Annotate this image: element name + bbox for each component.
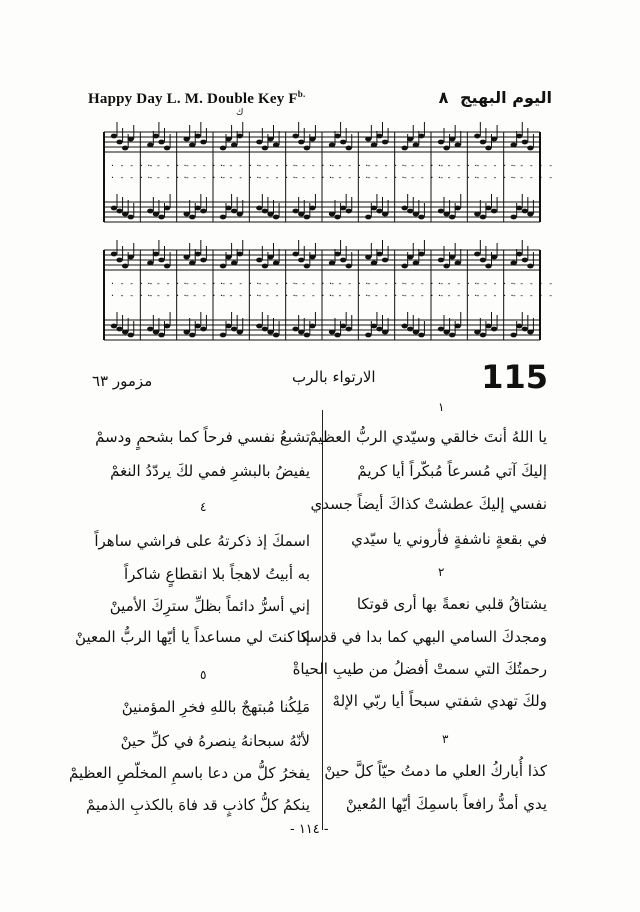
- note-head: [262, 146, 268, 151]
- note-head: [164, 324, 170, 329]
- note-head: [522, 327, 528, 332]
- note-head: [147, 261, 153, 266]
- note-head: [443, 212, 449, 217]
- solfege-marks: · - - · -: [291, 161, 336, 170]
- solfege-marks: · - - · -: [509, 291, 554, 300]
- english-title-text: Happy Day L. M. Double Key F: [88, 91, 298, 107]
- arabic-title-text: اليوم البهيج: [460, 88, 552, 107]
- note-head: [443, 146, 449, 151]
- note-head: [183, 212, 189, 217]
- note-head: [128, 215, 134, 220]
- note-head: [516, 134, 522, 139]
- note-head: [189, 215, 195, 220]
- note-head: [195, 324, 201, 329]
- note-head: [189, 261, 195, 266]
- verse-line: يدي أمدُّ رافعاً باسمِكَ أيّها المُعينْ: [345, 795, 547, 813]
- note-head: [158, 215, 164, 220]
- note-head: [273, 333, 279, 338]
- stanza-number-4: ٤: [200, 500, 207, 514]
- solfege-marks: · - - · -: [146, 173, 190, 182]
- solfege-marks: · - - · -: [255, 291, 299, 300]
- note-head: [122, 330, 128, 335]
- hymn-number: 115: [481, 358, 548, 396]
- note-head: [382, 140, 388, 145]
- verse-line: إليكَ آتي مُسرعاً مُبكّراً أيا كريمْ: [357, 462, 547, 480]
- note-head: [298, 330, 304, 335]
- note-head: [256, 140, 262, 145]
- solfege-marks: · - - · -: [219, 291, 263, 300]
- note-head: [371, 206, 377, 211]
- note-head: [480, 215, 486, 220]
- note-head: [153, 330, 159, 335]
- solfege-marks: · - - · -: [146, 279, 190, 288]
- note-head: [365, 137, 371, 142]
- note-head: [225, 206, 231, 211]
- note-head: [111, 134, 117, 139]
- note-head: [195, 252, 201, 257]
- note-head: [401, 206, 407, 211]
- note-head: [438, 327, 444, 332]
- verse-line: إني أسرُّ دائماً بظلِّ سترِكَ الأمينْ: [109, 597, 310, 615]
- solfege-marks: · - - · -: [291, 291, 336, 300]
- note-head: [485, 324, 491, 329]
- note-head: [164, 206, 170, 211]
- note-head: [438, 258, 444, 263]
- note-head: [262, 209, 268, 214]
- note-head: [273, 215, 279, 220]
- note-head: [480, 333, 486, 338]
- note-head: [298, 212, 304, 217]
- note-head: [371, 143, 377, 148]
- solfege-marks: · - - · -: [182, 291, 227, 300]
- verse-line: ومجدكَ السامي البهي كما بدا في قدسكا: [296, 628, 547, 646]
- note-head: [491, 327, 497, 332]
- solfege-marks: · - - · -: [146, 291, 190, 300]
- note-head: [365, 255, 371, 260]
- note-head: [522, 209, 528, 214]
- solfege-marks: · - - · -: [328, 279, 372, 288]
- verse-line: ينكمُ كلُّ كاذبٍ قد فاهَ بالكذبِ الذميمْ: [86, 796, 310, 814]
- note-head: [510, 143, 516, 148]
- verse-line: نفسي إليكَ عطشتْ كذاكَ أيضاً جسدي: [310, 495, 547, 513]
- note-head: [122, 212, 128, 217]
- note-head: [122, 146, 128, 151]
- note-head: [262, 264, 268, 269]
- note-head: [449, 215, 455, 220]
- note-head: [443, 264, 449, 269]
- solfege-marks: · - - · -: [110, 279, 154, 288]
- note-head: [340, 324, 346, 329]
- verse-line: كذا أُباركُ العلي ما دمتُ حيّاً كلَّ حينْ: [324, 762, 547, 780]
- note-head: [189, 143, 195, 148]
- solfege-marks: · - - · -: [364, 291, 408, 300]
- note-head: [147, 327, 153, 332]
- note-head: [334, 252, 340, 257]
- english-title: [88, 89, 305, 108]
- note-head: [491, 255, 497, 260]
- note-head: [334, 333, 340, 338]
- note-head: [200, 258, 206, 263]
- note-head: [189, 333, 195, 338]
- note-head: [128, 137, 134, 142]
- note-head: [438, 209, 444, 214]
- note-head: [474, 330, 480, 335]
- solfege-marks: · - - · -: [255, 279, 299, 288]
- note-head: [510, 215, 516, 220]
- note-head: [376, 327, 382, 332]
- solfege-marks: · - - · -: [146, 161, 190, 170]
- note-head: [522, 140, 528, 145]
- english-title-sup: b.: [297, 89, 306, 99]
- note-head: [480, 258, 486, 263]
- note-head: [346, 327, 352, 332]
- page-number: - ١١٤ -: [290, 822, 329, 837]
- note-head: [195, 134, 201, 139]
- solfege-marks: · - - · -: [509, 161, 554, 170]
- solfege-marks: · - - · -: [328, 161, 372, 170]
- small-mark: ك: [236, 108, 244, 118]
- note-head: [220, 146, 226, 151]
- staff-system-1: [104, 122, 553, 340]
- note-head: [231, 209, 237, 214]
- note-head: [158, 333, 164, 338]
- note-head: [376, 252, 382, 257]
- note-head: [329, 212, 335, 217]
- note-head: [346, 209, 352, 214]
- note-head: [158, 258, 164, 263]
- note-head: [413, 261, 419, 266]
- note-head: [292, 327, 298, 332]
- note-head: [200, 140, 206, 145]
- note-head: [116, 209, 122, 214]
- note-head: [413, 143, 419, 148]
- note-head: [256, 324, 262, 329]
- solfege-marks: · - - · -: [473, 291, 517, 300]
- note-head: [304, 146, 310, 151]
- note-head: [237, 212, 243, 217]
- note-head: [516, 206, 522, 211]
- note-head: [309, 137, 315, 142]
- note-head: [200, 209, 206, 214]
- note-head: [382, 212, 388, 217]
- psalm-reference: مزمور ٦٣: [92, 372, 153, 390]
- note-head: [491, 137, 497, 142]
- note-head: [237, 134, 243, 139]
- verse-line: ولكَ تهدي شفتي سبحاً أيا ربّي الإلهْ: [332, 692, 547, 710]
- note-head: [449, 255, 455, 260]
- note-head: [449, 333, 455, 338]
- note-head: [474, 252, 480, 257]
- stanza-number-5: ٥: [200, 668, 207, 682]
- note-head: [267, 330, 273, 335]
- note-head: [455, 206, 461, 211]
- note-head: [309, 206, 315, 211]
- solfege-marks: · - - · -: [473, 173, 517, 182]
- note-head: [527, 212, 533, 217]
- note-head: [298, 258, 304, 263]
- arabic-title: [439, 88, 552, 107]
- note-head: [116, 258, 122, 263]
- hymn-title: الارتواء بالرب: [292, 368, 376, 386]
- note-head: [298, 140, 304, 145]
- solfege-marks: · - - · -: [110, 173, 154, 182]
- note-head: [340, 206, 346, 211]
- note-head: [340, 140, 346, 145]
- note-head: [158, 140, 164, 145]
- note-head: [153, 134, 159, 139]
- note-head: [516, 252, 522, 257]
- solfege-marks: · - - · -: [473, 161, 517, 170]
- verse-line: إذ كنتَ لي مساعداً يا أيّها الربُّ المعينْ: [75, 628, 310, 646]
- note-head: [128, 333, 134, 338]
- verse-line: رحمتُكَ التي سمتْ أفضلُ من طيبِ الحياةْ: [292, 660, 547, 678]
- note-head: [256, 206, 262, 211]
- note-head: [111, 252, 117, 257]
- note-head: [225, 255, 231, 260]
- solfege-marks: · - - · -: [437, 291, 481, 300]
- solfege-marks: · - - · -: [400, 291, 445, 300]
- note-head: [267, 255, 273, 260]
- note-head: [116, 140, 122, 145]
- note-head: [418, 252, 424, 257]
- column-divider: [322, 410, 323, 830]
- note-head: [407, 209, 413, 214]
- note-head: [225, 137, 231, 142]
- note-head: [485, 206, 491, 211]
- note-head: [195, 206, 201, 211]
- note-head: [365, 333, 371, 338]
- note-head: [407, 255, 413, 260]
- solfege-marks: · - - · -: [110, 161, 154, 170]
- note-head: [371, 261, 377, 266]
- note-head: [340, 258, 346, 263]
- note-head: [334, 215, 340, 220]
- note-head: [164, 264, 170, 269]
- verse-line: يا اللهُ أنتَ خالقي وسيّدي الربُّ العظيمْ: [308, 428, 547, 446]
- note-head: [267, 137, 273, 142]
- note-head: [147, 143, 153, 148]
- note-head: [443, 330, 449, 335]
- note-head: [309, 255, 315, 260]
- note-head: [220, 333, 226, 338]
- note-head: [292, 252, 298, 257]
- note-head: [455, 143, 461, 148]
- note-head: [485, 264, 491, 269]
- solfege-marks: · - - · -: [437, 161, 481, 170]
- note-head: [346, 264, 352, 269]
- solfege-marks: · - - · -: [437, 173, 481, 182]
- solfege-marks: · - - · -: [291, 173, 336, 182]
- note-head: [225, 324, 231, 329]
- solfege-marks: · - - · -: [291, 279, 336, 288]
- note-head: [516, 324, 522, 329]
- verse-line: به أبيتُ لاهجاً بلا انقطاعٍ شاكراً: [124, 565, 310, 583]
- note-head: [376, 209, 382, 214]
- solfege-marks: · - - · -: [182, 173, 227, 182]
- note-head: [382, 330, 388, 335]
- verse-line: يفيضُ بالبشرِ فمي لكَ يردّدُ النغمْ: [110, 462, 310, 480]
- note-head: [237, 252, 243, 257]
- note-head: [231, 143, 237, 148]
- solfege-marks: · - - · -: [328, 291, 372, 300]
- note-head: [510, 261, 516, 266]
- note-head: [382, 258, 388, 263]
- verse-line: لأنّهُ سبحانهُ ينصرهُ في كلِّ حينْ: [120, 732, 310, 750]
- stanza-number-3: ٣: [442, 732, 449, 746]
- note-head: [111, 206, 117, 211]
- note-head: [527, 264, 533, 269]
- solfege-marks: · - - · -: [509, 173, 554, 182]
- solfege-marks: · - - · -: [255, 161, 299, 170]
- note-head: [329, 143, 335, 148]
- note-head: [418, 215, 424, 220]
- note-head: [418, 333, 424, 338]
- note-head: [413, 212, 419, 217]
- note-head: [304, 215, 310, 220]
- note-head: [262, 327, 268, 332]
- note-head: [329, 330, 335, 335]
- note-head: [407, 137, 413, 142]
- note-head: [346, 146, 352, 151]
- note-head: [147, 209, 153, 214]
- solfege-marks: · - - · -: [364, 173, 408, 182]
- verse-line: في بقعةٍ ناشفةٍ فأروني يا سيّدي: [351, 530, 547, 548]
- solfege-marks: · - - · -: [400, 173, 445, 182]
- note-head: [128, 255, 134, 260]
- note-head: [273, 261, 279, 266]
- verse-line: تشبعُ نفسي فرحاً كما بشحمٍ ودسمْ: [95, 428, 310, 446]
- note-head: [220, 215, 226, 220]
- solfege-marks: · - - · -: [219, 161, 263, 170]
- note-head: [491, 209, 497, 214]
- note-head: [304, 333, 310, 338]
- note-head: [474, 134, 480, 139]
- solfege-marks: · - - · -: [182, 161, 227, 170]
- solfege-marks: · - - · -: [364, 279, 408, 288]
- note-head: [111, 324, 117, 329]
- solfege-marks: · - - · -: [255, 173, 299, 182]
- note-head: [413, 330, 419, 335]
- note-head: [292, 209, 298, 214]
- note-head: [164, 146, 170, 151]
- note-head: [273, 143, 279, 148]
- verse-line: يشتاقُ قلبي نعمةً بها أرى قوتكا: [356, 595, 547, 613]
- solfege-marks: · - - · -: [437, 279, 481, 288]
- note-head: [200, 327, 206, 332]
- solfege-marks: · - - · -: [219, 173, 263, 182]
- note-head: [527, 330, 533, 335]
- note-head: [376, 134, 382, 139]
- music-staff-1: [0, 120, 640, 370]
- solfege-marks: · - - · -: [110, 291, 154, 300]
- note-head: [474, 212, 480, 217]
- verse-line: يفخرُ كلُّ من دعا باسمِ المخلّصِ العظيمْ: [68, 764, 310, 782]
- note-head: [401, 264, 407, 269]
- note-head: [334, 134, 340, 139]
- header-page-number: ٨: [438, 88, 449, 107]
- verse-line: مَلِكُنا مُبتهجٌ باللهِ فخرِ المؤمنينْ: [121, 698, 310, 716]
- solfege-marks: · - - · -: [400, 161, 445, 170]
- note-head: [116, 327, 122, 332]
- note-head: [418, 134, 424, 139]
- note-head: [256, 258, 262, 263]
- note-head: [449, 137, 455, 142]
- solfege-marks: · - - · -: [400, 279, 445, 288]
- solfege-marks: · - - · -: [328, 173, 372, 182]
- note-head: [401, 146, 407, 151]
- note-head: [527, 146, 533, 151]
- note-head: [438, 140, 444, 145]
- note-head: [401, 324, 407, 329]
- verse-line: اسمكَ إذ ذكرتهُ على فراشي ساهراً: [94, 532, 310, 550]
- note-head: [522, 258, 528, 263]
- note-head: [122, 264, 128, 269]
- note-head: [220, 264, 226, 269]
- note-head: [237, 330, 243, 335]
- note-head: [231, 327, 237, 332]
- note-head: [153, 252, 159, 257]
- note-head: [329, 261, 335, 266]
- solfege-marks: · - - · -: [364, 161, 408, 170]
- note-head: [309, 324, 315, 329]
- note-head: [371, 324, 377, 329]
- stanza-number-1: ١: [438, 400, 445, 414]
- note-head: [183, 330, 189, 335]
- note-head: [231, 261, 237, 266]
- note-head: [292, 134, 298, 139]
- solfege-marks: · - - · -: [473, 279, 517, 288]
- note-head: [485, 146, 491, 151]
- solfege-marks: · - - · -: [182, 279, 227, 288]
- note-head: [183, 255, 189, 260]
- note-head: [267, 212, 273, 217]
- note-head: [455, 261, 461, 266]
- note-head: [510, 333, 516, 338]
- solfege-marks: · - - · -: [509, 279, 554, 288]
- note-head: [365, 215, 371, 220]
- note-head: [480, 140, 486, 145]
- note-head: [455, 324, 461, 329]
- note-head: [153, 212, 159, 217]
- note-head: [304, 264, 310, 269]
- note-head: [183, 137, 189, 142]
- solfege-marks: · - - · -: [219, 279, 263, 288]
- note-head: [407, 327, 413, 332]
- stanza-number-2: ٢: [438, 565, 445, 579]
